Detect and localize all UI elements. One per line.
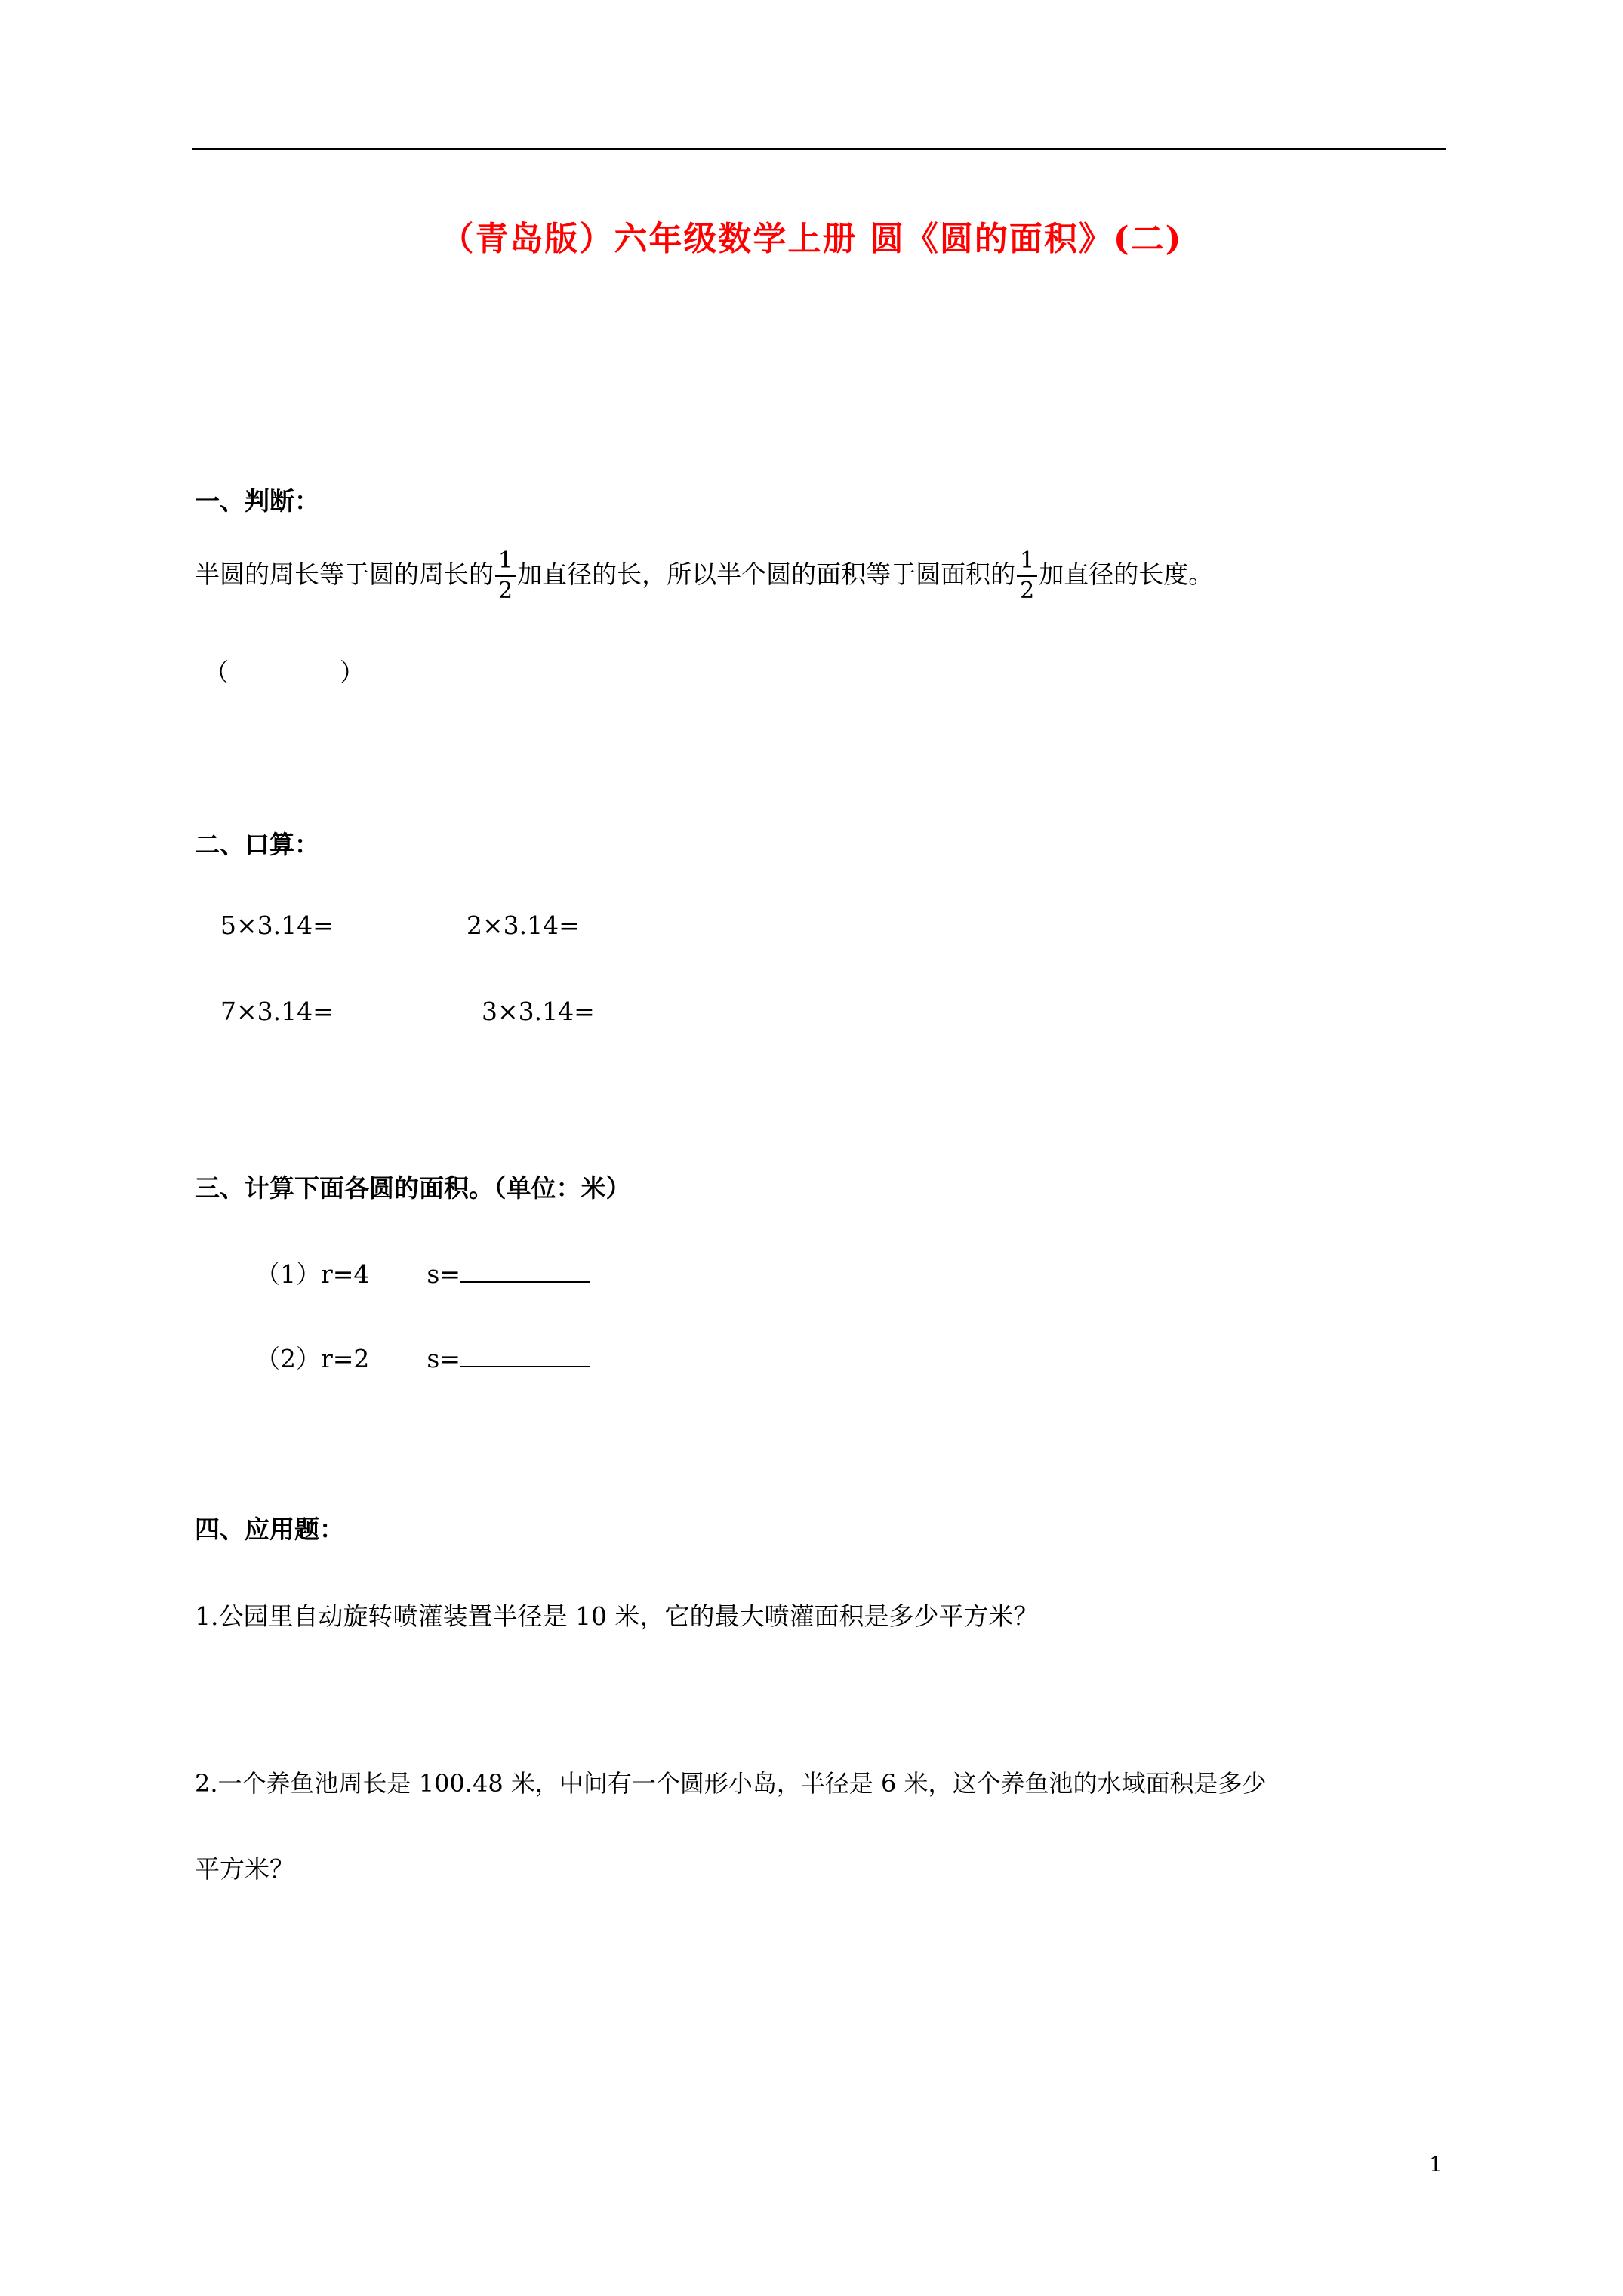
page-number: 1 bbox=[1429, 2152, 1443, 2177]
answer-label: s= bbox=[427, 1259, 461, 1289]
answer-label: s= bbox=[427, 1344, 461, 1373]
judgment-answer-blank[interactable]: （ ） bbox=[204, 658, 365, 687]
statement-part1: 半圆的周长等于圆的周长的 bbox=[195, 559, 494, 589]
fraction-half-1 bbox=[495, 547, 516, 604]
mental-calc-problem: 7×3.14= bbox=[220, 997, 334, 1026]
answer-blank[interactable] bbox=[460, 1260, 590, 1283]
header-rule bbox=[192, 148, 1446, 150]
statement-part3: 加直径的长度。 bbox=[1039, 559, 1214, 589]
fraction-denominator: 2 bbox=[498, 578, 513, 604]
fraction-denominator: 2 bbox=[1020, 578, 1035, 604]
mental-calc-problem: 2×3.14= bbox=[467, 911, 580, 940]
statement-part2: 加直径的长，所以半个圆的面积等于圆面积的 bbox=[517, 559, 1016, 589]
fraction-numerator: 1 bbox=[1017, 550, 1037, 577]
section1-statement bbox=[195, 547, 1214, 604]
fraction-half-2 bbox=[1017, 547, 1037, 604]
application-question-1: 1.公园里自动旋转喷灌装置半径是 10 米，它的最大喷灌面积是多少平方米？ bbox=[195, 1601, 1039, 1631]
mental-calc-problem: 5×3.14= bbox=[220, 911, 334, 940]
section1-heading: 一、判断： bbox=[195, 486, 319, 516]
section2-heading: 二、口算： bbox=[195, 830, 319, 859]
section4-heading: 四、应用题： bbox=[195, 1515, 344, 1544]
area-problem-1 bbox=[255, 1255, 590, 1290]
area-problem-2 bbox=[255, 1339, 590, 1375]
area-problem-label: （1）r=4 bbox=[255, 1259, 370, 1289]
mental-calc-problem: 3×3.14= bbox=[482, 997, 595, 1026]
page-title: （青岛版）六年级数学上册 圆《圆的面积》(二) bbox=[440, 220, 1183, 258]
answer-blank[interactable] bbox=[460, 1345, 590, 1367]
application-question-2-line1: 2.一个养鱼池周长是 100.48 米，中间有一个圆形小岛，半径是 6 米，这个养鱼池的水域面积是多少 bbox=[195, 1769, 1267, 1798]
section3-heading: 三、计算下面各圆的面积。（单位：米） bbox=[195, 1173, 631, 1203]
application-question-2-line2: 平方米？ bbox=[195, 1854, 294, 1884]
fraction-numerator: 1 bbox=[495, 550, 516, 577]
area-problem-label: （2）r=2 bbox=[255, 1344, 370, 1373]
